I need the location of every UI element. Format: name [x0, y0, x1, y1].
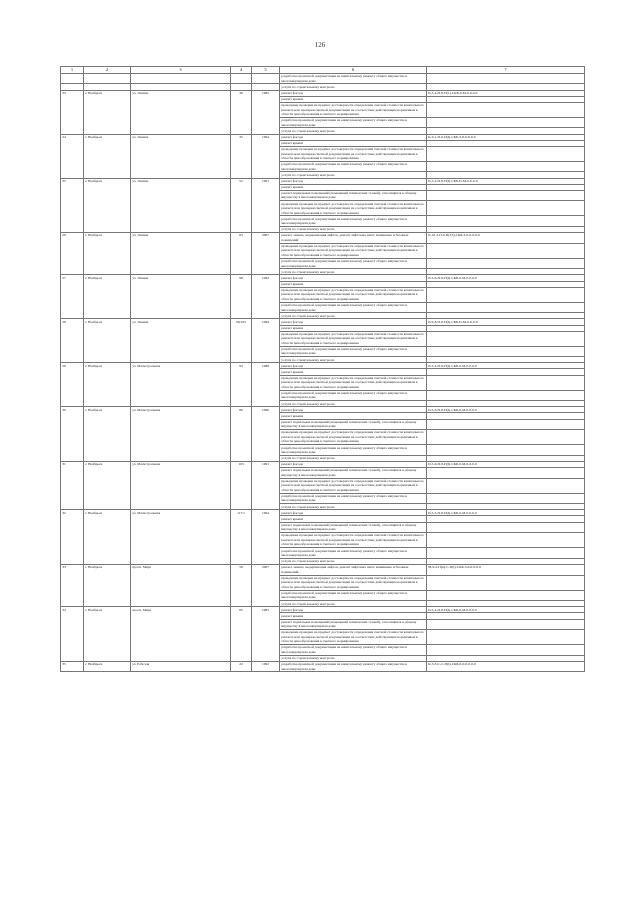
work-type-cell: услуги по строительному контролю	[280, 313, 427, 319]
code-cell	[427, 445, 585, 456]
work-type-cell: услуги по строительному контролю	[280, 226, 427, 232]
work-type-cell: ремонт крыши	[280, 413, 427, 419]
house-number-cell: 98/105	[231, 319, 252, 363]
work-type-cell: ремонт фасада	[280, 363, 427, 369]
code-cell	[427, 258, 585, 269]
work-type-cell: услуги по строительному контролю	[280, 504, 427, 510]
work-type-cell: ремонт крыши	[280, 140, 427, 146]
work-type-cell: разработка проектной документации на капитальному ремонту общего имущества в многоквартирном доме	[280, 390, 427, 401]
work-type-cell: ремонт, замена, модернизация лифтов, ремонт лифтовых шахт, машинных и блочных помещений	[280, 233, 427, 244]
code-cell	[427, 161, 585, 172]
work-type-cell: разработка проектной документации на капитальному ремонту общего имущества в многоквартирном доме	[280, 73, 427, 84]
city-cell: г. Ноябрьск	[84, 319, 131, 363]
code-cell	[427, 146, 585, 161]
table-row	[61, 564, 585, 575]
row-number-cell: 31	[61, 461, 84, 509]
work-type-cell: ремонт крыши	[280, 184, 427, 190]
city-cell: г. Ноябрьск	[84, 661, 131, 672]
street-cell: ул. Магистральная	[131, 510, 231, 565]
work-type-cell: проведение проверки на предмет достоверности определения сметной стоимости капитального ремонта или проверки сметной документации на соответствие действующим нормативам в области ценообразования в сметного нормирования	[280, 243, 427, 258]
house-number-cell: 89	[231, 407, 252, 462]
code-cell: II-9-8-П-8-П(I)-СКБ-П-М-0-0-0-0	[427, 319, 585, 325]
column-number: 4	[231, 67, 252, 74]
house-number-cell: 63	[231, 233, 252, 275]
code-cell	[427, 216, 585, 227]
year-built-cell: 1992	[252, 661, 280, 672]
work-type-cell: услуги по строительному контролю	[280, 128, 427, 134]
city-cell: г. Ноябрьск	[84, 275, 131, 319]
work-type-cell: ремонт подвальных помещений (помещений технических этажей), относящихся к общему имуществу в многоквартирном доме	[280, 190, 427, 201]
code-cell	[427, 302, 585, 313]
work-type-cell: ремонт фасада	[280, 510, 427, 516]
code-cell	[427, 590, 585, 601]
work-type-cell: ремонт подвальных помещений (помещений технических этажей), относящихся к общему имуществу в многоквартирном доме	[280, 522, 427, 533]
code-cell	[427, 522, 585, 533]
year-built-cell: 1992	[252, 275, 280, 319]
street-cell: ул. Ленина	[131, 134, 231, 178]
code-cell: II-5-6-П-8-П(I)-СКБ-0-М-0-0-0-0	[427, 275, 585, 281]
city-cell: г. Ноябрьск	[84, 363, 131, 407]
year-built-cell: 2007	[252, 564, 280, 606]
year-built-cell: 1999	[252, 319, 280, 363]
work-type-cell: услуги по строительному контролю	[280, 455, 427, 461]
work-type-cell: услуги по строительному контролю	[280, 401, 427, 407]
page-number: 126	[314, 41, 326, 49]
year-built-cell: 1991	[252, 178, 280, 233]
street-cell: ул. Ленина	[131, 319, 231, 363]
row-number-cell: 25	[61, 178, 84, 233]
table-body	[61, 67, 585, 672]
city-cell: г. Ноябрьск	[84, 407, 131, 462]
work-type-cell: ремонт крыши	[280, 613, 427, 619]
city-cell: г. Ноябрьск	[84, 461, 131, 509]
code-cell	[427, 619, 585, 630]
house-number-cell: 56	[231, 564, 252, 606]
work-type-cell: проведение проверки на предмет достоверности определения сметной стоимости капитального ремонта или проверки сметной документации на соответствие действующим нормативам в области ценообразования в сметного нормирования	[280, 201, 427, 216]
work-type-cell: проведение проверки на предмет достоверности определения сметной стоимости капитального ремонта или проверки сметной документации на соответствие действующим нормативам в области ценообразования в сметного нормирования	[280, 533, 427, 548]
code-cell: II-5-6-П-8-П(I)-СКБ-0-М-0-0-0-0	[427, 461, 585, 467]
code-cell: II-10-3-П-0-П(Г3)-СКБ-3-0-0-0-0-0	[427, 233, 585, 244]
house-number-cell: 39	[231, 90, 252, 134]
year-built-cell: 1985	[252, 607, 280, 662]
row-number-cell: 23	[61, 90, 84, 134]
code-cell	[427, 630, 585, 645]
code-cell: К-3-3-С-С-П(I)-СКБ-0-0-0-0-0-0	[427, 661, 585, 672]
code-cell	[427, 201, 585, 216]
code-cell: II-5-6-П-8-П(I)-СКБ-0-М-0-0-0-0	[427, 407, 585, 413]
city-cell: г. Ноябрьск	[84, 178, 131, 233]
work-type-cell: услуги по строительному контролю	[280, 172, 427, 178]
code-cell	[427, 243, 585, 258]
code-cell: II-5-4-П-8-П(1)-СКБ-0-М-0-0-0-0	[427, 90, 585, 96]
code-cell	[427, 390, 585, 401]
capital-repair-table	[60, 66, 585, 672]
work-type-cell: услуги по строительному контролю	[280, 601, 427, 607]
city-cell: г. Ноябрьск	[84, 233, 131, 275]
work-type-cell: проведение проверки на предмет достоверности определения сметной стоимости капитального ремонта или проверки сметной документации на соответствие действующим нормативам в области ценообразования в сметного нормирования	[280, 331, 427, 346]
row-number-cell: 33	[61, 564, 84, 606]
city-cell: г. Ноябрьск	[84, 510, 131, 565]
code-cell	[427, 419, 585, 430]
code-cell	[427, 575, 585, 590]
work-type-cell: разработка проектной документации на капитальному ремонту общего имущества в многоквартирном доме	[280, 117, 427, 128]
house-number-cell: 52	[231, 178, 252, 233]
row-number-cell: 34	[61, 607, 84, 662]
city-cell: г. Ноябрьск	[84, 607, 131, 662]
work-type-cell: услуги по строительному контролю	[280, 558, 427, 564]
column-number: 2	[84, 67, 131, 74]
year-built-cell: 1994	[252, 510, 280, 565]
work-type-cell: ремонт крыши	[280, 516, 427, 522]
work-type-cell: проведение проверки на предмет достоверности определения сметной стоимости капитального ремонта или проверки сметной документации на соответствие действующим нормативам в области ценообразования в сметного нормирования	[280, 478, 427, 493]
work-type-cell: проведение проверки на предмет достоверности определения сметной стоимости капитального ремонта или проверки сметной документации на соответствие действующим нормативам в области ценообразования в сметного нормирования	[280, 146, 427, 161]
work-type-cell: разработка проектной документации на капитальному ремонту общего имущества в многоквартирном доме	[280, 548, 427, 559]
work-type-cell: ремонт фасада	[280, 607, 427, 613]
code-cell	[427, 287, 585, 302]
work-type-cell: услуги по строительному контролю	[280, 655, 427, 661]
year-built-cell: 1988	[252, 363, 280, 407]
house-number-cell: 35	[231, 134, 252, 178]
work-type-cell: проведение проверки на предмет достоверности определения сметной стоимости капитального ремонта или проверки сметной документации на соответствие действующим нормативам в области ценообразования в сметного нормирования	[280, 575, 427, 590]
work-type-cell: услуги по строительному контролю	[280, 84, 427, 90]
empty-cell	[84, 73, 131, 84]
work-type-cell: услуги по строительному контролю	[280, 269, 427, 275]
work-type-cell: проведение проверки на предмет достоверности определения сметной стоимости капитального ремонта или проверки сметной документации на соответствие действующим нормативам в области ценообразования в сметного нормирования	[280, 102, 427, 117]
city-cell: г. Ноябрьск	[84, 134, 131, 178]
street-cell: ул. Ленина	[131, 275, 231, 319]
work-type-cell: ремонт подвальных помещений (помещений технических этажей), относящихся к общему имуществу в многоквартирном доме	[280, 419, 427, 430]
code-cell	[427, 430, 585, 445]
row-number-cell: 24	[61, 134, 84, 178]
column-number: 6	[280, 67, 427, 74]
year-built-cell: 1991	[252, 461, 280, 509]
work-type-cell: разработка проектной документации на капитальному ремонту общего имущества в многоквартирном доме	[280, 258, 427, 269]
code-cell	[427, 73, 585, 84]
work-type-cell: разработка проектной документации на капитальному ремонту общего имущества в многоквартирном доме	[280, 445, 427, 456]
code-cell: II-5-4-П-8-П(I)-СКБ-0-М-0-0-0-0	[427, 363, 585, 369]
work-type-cell: проведение проверки на предмет достоверности определения сметной стоимости капитального ремонта или проверки сметной документации на соответствие действующим нормативам в области ценообразования в сметного нормирования	[280, 430, 427, 445]
empty-cell	[252, 73, 280, 84]
work-type-cell: ремонт крыши	[280, 281, 427, 287]
street-cell: просп. Мира	[131, 564, 231, 606]
code-cell	[427, 102, 585, 117]
work-type-cell: проведение проверки на предмет достоверности определения сметной стоимости капитального ремонта или проверки сметной документации на соответствие действующим нормативам в области ценообразования в сметного нормирования	[280, 375, 427, 390]
table-row	[61, 73, 585, 84]
column-number: 1	[61, 67, 84, 74]
work-type-cell: разработка проектной документации на капитальному ремонту общего имущества в многоквартирном доме	[280, 645, 427, 656]
work-type-cell: разработка проектной документации на капитальному ремонту общего имущества в многоквартирном доме	[280, 302, 427, 313]
code-cell	[427, 533, 585, 548]
street-cell: ул. Магистральная	[131, 461, 231, 509]
code-cell	[427, 645, 585, 656]
code-cell: М-9-2-П(и)-С-П(I)-СКБ-3-0-0-0-0-0	[427, 564, 585, 575]
row-number-cell: 28	[61, 319, 84, 363]
code-cell	[427, 548, 585, 559]
column-number: 3	[131, 67, 231, 74]
code-cell	[427, 190, 585, 201]
year-built-cell: 1994	[252, 134, 280, 178]
code-cell: К-9-1-П-0-П(I)-СКБ-3-8-0-8-0-0	[427, 134, 585, 140]
column-number: 7	[427, 67, 585, 74]
street-cell: ул. Магистральная	[131, 407, 231, 462]
house-number-cell: 103	[231, 461, 252, 509]
row-number-cell: 32	[61, 510, 84, 565]
city-cell: г. Ноябрьск	[84, 90, 131, 134]
code-cell	[427, 468, 585, 479]
code-cell	[427, 493, 585, 504]
year-built-cell: 2007	[252, 233, 280, 275]
city-cell: г. Ноябрьск	[84, 564, 131, 606]
work-type-cell: ремонт фасада	[280, 134, 427, 140]
house-number-cell: 117/1	[231, 510, 252, 565]
work-type-cell: разработка проектной документации на капитальному ремонту общего имущества в многоквартирном доме	[280, 590, 427, 601]
work-type-cell: ремонт крыши	[280, 325, 427, 331]
row-number-cell: 29	[61, 363, 84, 407]
street-cell: ул. Ленина	[131, 178, 231, 233]
row-number-cell: 35	[61, 661, 84, 672]
empty-cell	[131, 73, 231, 84]
row-number-cell: 30	[61, 407, 84, 462]
code-cell	[427, 478, 585, 493]
column-number: 5	[252, 67, 280, 74]
house-number-cell: 98	[231, 275, 252, 319]
street-cell: ул. Магистральная	[131, 363, 231, 407]
work-type-cell: ремонт подвальных помещений (помещений технических этажей), относящихся к общему имуществу в многоквартирном доме	[280, 619, 427, 630]
work-type-cell: проведение проверки на предмет достоверности определения сметной стоимости капитального ремонта или проверки сметной документации на соответствие действующим нормативам в области ценообразования в сметного нормирования	[280, 287, 427, 302]
work-type-cell: ремонт крыши	[280, 96, 427, 102]
street-cell: ул. Рабочая	[131, 661, 231, 672]
code-cell	[427, 346, 585, 357]
work-type-cell: услуги по строительному контролю	[280, 357, 427, 363]
work-type-cell: разработка проектной документации на капитальному ремонту общего имущества в многоквартирном доме	[280, 216, 427, 227]
work-type-cell: проведение проверки на предмет достоверности определения сметной стоимости капитального ремонта или проверки сметной документации на соответствие действующим нормативам в области ценообразования в сметного нормирования	[280, 630, 427, 645]
work-type-cell: ремонт фасада	[280, 275, 427, 281]
year-built-cell: 1990	[252, 407, 280, 462]
work-type-cell: ремонт крыши	[280, 369, 427, 375]
house-number-cell: 93	[231, 363, 252, 407]
code-cell: II-5-5-П-8-П(I)-СКБ-0-М-0-0-0-0	[427, 510, 585, 516]
code-cell: II-5-2-П-8-П(I)-СКБ-П-М-0-0-0-0	[427, 178, 585, 184]
work-type-cell: ремонт фасада	[280, 319, 427, 325]
year-built-cell: 1985	[252, 90, 280, 134]
house-number-cell: 22	[231, 661, 252, 672]
code-cell	[427, 375, 585, 390]
table-row	[61, 661, 585, 672]
column-number-row	[61, 67, 585, 74]
work-type-cell: ремонт подвальных помещений (помещений технических этажей), относящихся к общему имуществу в многоквартирном доме	[280, 468, 427, 479]
work-type-cell: ремонт фасада	[280, 90, 427, 96]
work-type-cell: ремонт фасада	[280, 407, 427, 413]
work-type-cell: разработка проектной документации на капитальному ремонту общего имущества в многоквартирном доме	[280, 661, 427, 672]
row-number-cell: 27	[61, 275, 84, 319]
row-number-cell: 26	[61, 233, 84, 275]
work-type-cell: ремонт, замена, модернизация лифтов, ремонт лифтовых шахт, машинных и блочных помещений	[280, 564, 427, 575]
street-cell: ул. Ленина	[131, 90, 231, 134]
work-type-cell: разработка проектной документации на капитальному ремонту общего имущества в многоквартирном доме	[280, 346, 427, 357]
work-type-cell: ремонт фасада	[280, 178, 427, 184]
work-type-cell: ремонт фасада	[280, 461, 427, 467]
empty-cell	[61, 73, 84, 84]
street-cell: просп. Мира	[131, 607, 231, 662]
code-cell: II-5-4-П-8-П(I)-СКБ-0-М-0-0-0-0	[427, 607, 585, 613]
street-cell: ул. Ленина	[131, 233, 231, 275]
house-number-cell: 85	[231, 607, 252, 662]
code-cell	[427, 117, 585, 128]
work-type-cell: разработка проектной документации на капитальному ремонту общего имущества в многоквартирном доме	[280, 161, 427, 172]
work-type-cell: разработка проектной документации на капитальному ремонту общего имущества в многоквартирном доме	[280, 493, 427, 504]
code-cell	[427, 331, 585, 346]
table-row	[61, 233, 585, 244]
empty-cell	[231, 73, 252, 84]
